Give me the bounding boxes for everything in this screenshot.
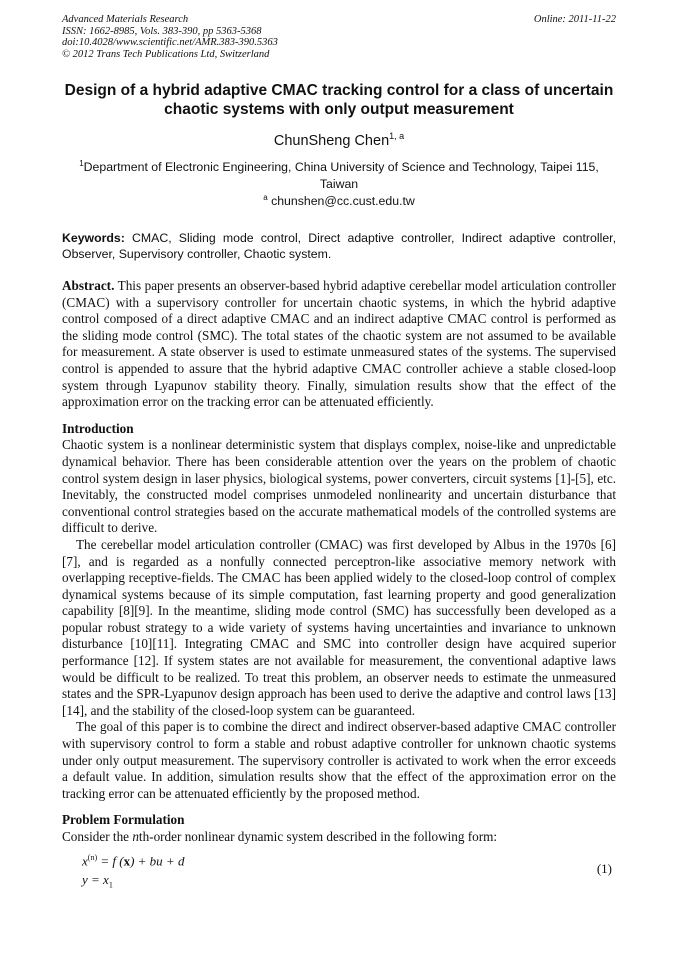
paper-body (62, 278, 616, 894)
journal-header (62, 14, 616, 60)
issn-line: ISSN: 1662-8985, Vols. 383-390, pp 5363-5368 (62, 25, 262, 37)
email-line (62, 193, 616, 208)
equation-1-line-2: $y = x_1$ (82, 871, 113, 890)
keywords-text: CMAC, Sliding mode control, Direct adaptive controller, Indirect adaptive controller, Observer, Supervisory controller, Chaotic system. (62, 231, 616, 261)
introduction-heading: Introduction (62, 420, 134, 436)
affiliation-superscript: 1 (79, 159, 84, 168)
intro-paragraph-1: Chaotic system is a nonlinear deterministic system that displays complex, noise-like and unpredictable dynamical behavior. There has been considerable attention over the years on the problem of chaotic control system design in laser physics, biological systems, power converters, circuit systems [1]-[5], etc. Inevitably, the constructed model comprises unmodeled nonlinearity and uncertain disturbance that conventional control strategies based on the accurate mathematical models of the controlled systems are difficult to derive. (62, 437, 616, 536)
copyright-line: © 2012 Trans Tech Publications Ltd, Switzerland (62, 48, 270, 60)
email-address: chunshen@cc.cust.edu.tw (271, 194, 415, 209)
email-superscript: a (263, 193, 268, 202)
author-line (62, 131, 616, 149)
abstract (62, 278, 616, 411)
affiliation-text: Department of Electronic Engineering, China University of Science and Technology, Taipei 115, Taiwan (83, 160, 599, 192)
equation-number: (1) (596, 860, 612, 876)
problem-intro: Consider the nth-order nonlinear dynamic system described in the following form: (62, 829, 498, 844)
keywords-label: Keywords: (62, 231, 125, 245)
author-name: ChunSheng Chen (273, 132, 390, 149)
online-date: Online: 2011-11-22 (533, 14, 616, 25)
problem-heading: Problem Formulation (62, 812, 185, 828)
author-superscript: 1, a (389, 131, 405, 141)
abstract-label: Abstract. (62, 278, 115, 293)
keywords (62, 230, 616, 262)
affiliation (62, 155, 616, 193)
intro-paragraph-3: The goal of this paper is to combine the direct and indirect observer-based adaptive CMAC controller with supervisory control to form a stable and robust adaptive controller for unknown chaotic systems under only output measurement. The supervisory controller is activated to work when the error exceeds a default value. In addition, simulation results show that the effect of the approximation error on the tracking error can be attenuated efficiently by the proposed method. (62, 719, 616, 801)
equation-1 (62, 848, 616, 894)
paper-title: Design of a hybrid adaptive CMAC tracking control for a class of uncertain chaotic systems with only output measurement (64, 82, 614, 118)
equation-1-line-1: $x^{(n)} = f$ (x) + bu + d (82, 852, 185, 868)
doi-line: doi:10.4028/www.scientific.net/AMR.383-390.5363 (62, 37, 278, 48)
abstract-text: This paper presents an observer-based hybrid adaptive cerebellar model articulation controller (CMAC) with a supervisory controller for uncertain chaotic systems, in which the hybrid adaptive control composed of a direct adaptive CMAC and an indirect adaptive CMAC control is performed as the sliding mode control (SMC). The total states of the chaotic system are not assumed to be available for measurement. A state observer is used to estimate unmeasured states of the systems. The supervised control is appended to assure that the hybrid adaptive CMAC controller achieve a stable closed-loop system through Lyapunov stability theory. Finally, simulation results show that the effect of the approximation error on the tracking error can be attenuated efficiently. (62, 278, 617, 410)
intro-paragraph-2: The cerebellar model articulation controller (CMAC) was first developed by Albus in the 1970s [6][7], and is regarded as a nonfully connected perceptron-like associative memory network with overlapping receptive-fields. The CMAC has been applied widely to the closed-loop control of complex dynamical systems because of its simple computation, fast learning property and good generalization capability [8][9]. In the meantime, sliding mode control (SMC) has successfully been developed as a popular robust strategy to a wide variety of systems having uncertainties and invariance to unknown disturbance [10][11]. Integrating CMAC and SMC into controller design have acquired superior performance [12]. If system states are not available for measurement, the conventional adaptive laws would be difficult to be realized. To treat this problem, an observer needs to estimate the unmeasured states and the SPR-Lyapunov design approach has been used to derive the adaptive and control laws [13][14], and the stability of the closed-loop system can be guaranteed. (62, 536, 616, 718)
journal-name: Advanced Materials Research (62, 14, 189, 25)
